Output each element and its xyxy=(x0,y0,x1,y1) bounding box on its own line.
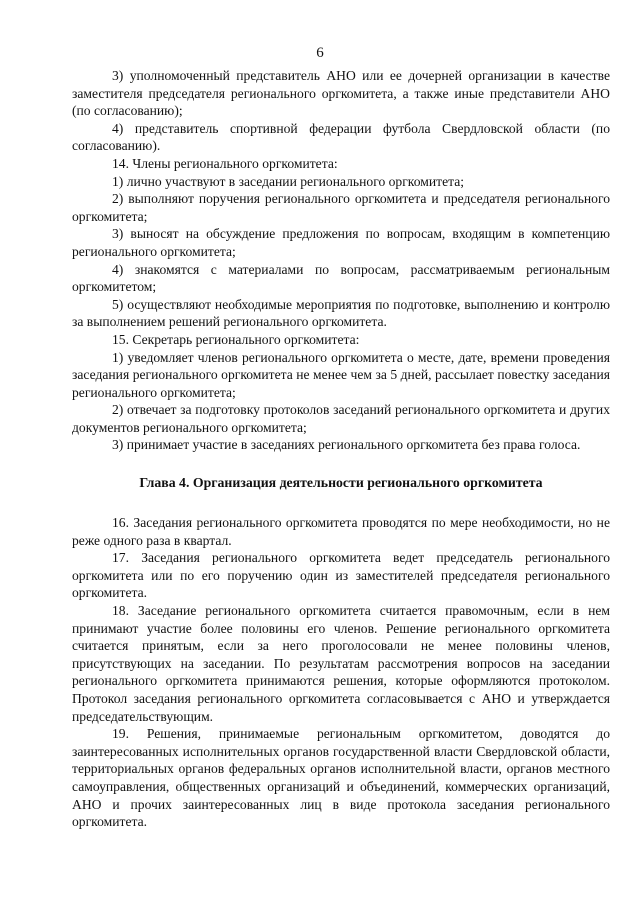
paragraph-15-3: 3) принимает участие в заседаниях регионального оргкомитета без права голоса. xyxy=(112,437,581,453)
paragraph-15: 15. Секретарь регионального оргкомитета: xyxy=(112,331,360,347)
paragraph-13-4: 4) представитель спортивной федерации футбола Свердловской области (по согласованию). xyxy=(72,120,610,154)
paragraph-14-1: 1) лично участвуют в заседании регионального оргкомитета; xyxy=(112,173,465,189)
paragraph-15-2: 2) отвечает за подготовку протоколов заседаний регионального оргкомитета и других документов регионального оргкомитета; xyxy=(72,402,610,435)
paragraph-14-4: 4) знакомятся с материалами по вопросам, рассматриваемым региональным оргкомитетом; xyxy=(72,261,610,295)
paragraph-15-1: 1) уведомляет членов регионального оргкомитета о месте, дате, времени проведения заседания регионального оргкомитета не менее чем за 5 дней, рассылает повестку заседания регионального оргкомитета; xyxy=(72,349,610,400)
paragraph-18: 18. Заседание регионального оргкомитета считается правомочным, если в нем принимают участие более половины его членов. Решение регионального оргкомитета считается принятым, если за него проголосовали не менее половины членов, присутствующих на заседании. По результатам рассмотрения вопросов на заседании регионального оргкомитета принимаются решения, которые оформляются протоколом. Протокол заседания регионального оргкомитета согласовывается с АНО и утверждается председательствующим. xyxy=(72,603,610,724)
paragraph-14: 14. Члены регионального оргкомитета: xyxy=(112,155,338,171)
paragraph-16: 16. Заседания регионального оргкомитета проводятся по мере необходимости, но не реже одного раза в квартал. xyxy=(72,515,610,548)
paragraph-17: 17. Заседания регионального оргкомитета ведет председатель регионального оргкомитета или по его поручению один из заместителей председателя регионального оргкомитета. xyxy=(72,550,610,601)
paragraph-14-5: 5) осуществляют необходимые мероприятия по подготовке, выполнению и контролю за выполнением решений регионального оргкомитета. xyxy=(72,296,610,330)
paragraph-14-3: 3) выносят на обсуждение предложения по вопросам, входящим в компетенцию регионального оргкомитета; xyxy=(72,226,610,259)
paragraph-14-2: 2) выполняют поручения регионального оргкомитета и председателя регионального оргкомитета; xyxy=(72,191,610,224)
document-body xyxy=(72,67,610,831)
page-number: 6 xyxy=(316,45,324,61)
paragraph-13-3: 3) уполномоченный представитель АНО или ее дочерней организации в качестве заместителя председателя регионального оргкомитета, а также иные представители АНО (по согласованию); xyxy=(72,68,610,119)
paragraph-19: 19. Решения, принимаемые региональным оргкомитетом, доводятся до заинтересованных исполнительных органов государственной власти Свердловской области, территориальных органов федеральных органов исполнительной власти, органов местного самоуправления, общественных организаций и объединений, коммерческих организаций, АНО и прочих заинтересованных лиц в виде протокола заседания регионального оргкомитета. xyxy=(72,726,610,830)
chapter-heading: Глава 4. Организация деятельности регионального оргкомитета xyxy=(139,475,543,491)
